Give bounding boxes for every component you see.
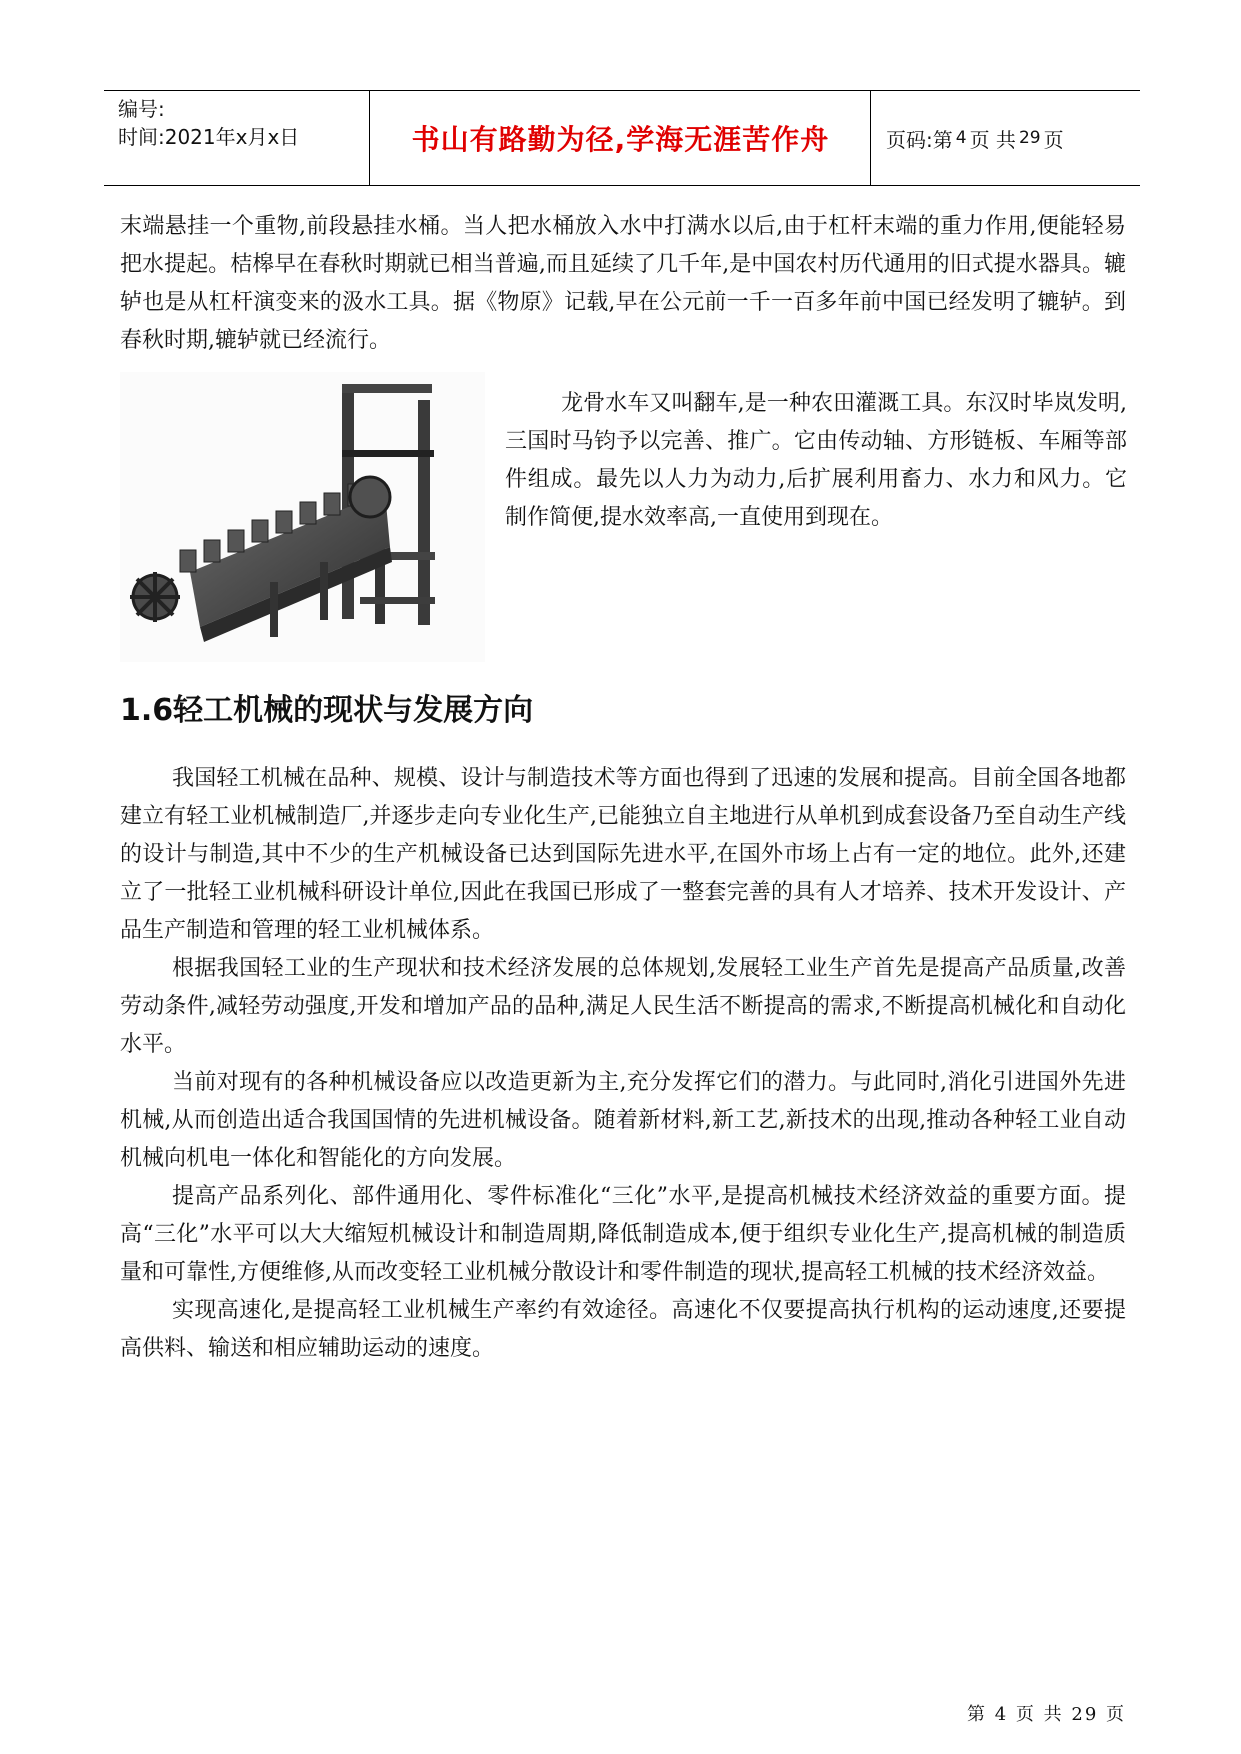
side-paragraph (505, 385, 1127, 537)
page-current: 4 (955, 128, 967, 148)
body-paragraph: 我国轻工机械在品种、规模、设计与制造技术等方面也得到了迅速的发展和提高。目前全国各地都建立有轻工业机械制造厂,并逐步走向专业化生产,已能独立自主地进行从单机到成套设备乃至自动生产线的设计与制造,其中不少的生产机械设备已达到国际先进水平,在国外市场上占有一定的地位。此外,还建立了一批轻工业机械科研设计单位,因此在我国已形成了一整套完善的具有人才培养、技术开发设计、产品生产制造和管理的轻工业机械体系。 (120, 766, 1126, 943)
page-header (104, 90, 1140, 186)
dragon-bone-waterwheel-illustration (120, 372, 485, 662)
header-divider (870, 91, 871, 185)
body-paragraph: 根据我国轻工业的生产现状和技术经济发展的总体规划,发展轻工业生产首先是提高产品质量,改善劳动条件,减轻劳动强度,开发和增加产品的品种,满足人民生活不断提高的需求,不断提高机械化和自动化水平。 (120, 956, 1126, 1057)
page-footer: 第 4 页 共 29 页 (967, 1704, 1126, 1725)
header-motto: 书山有路勤为径,学海无涯苦作舟 (411, 123, 830, 156)
header-page-info (876, 91, 1136, 185)
section-title: 1.6轻工机械的现状与发展方向 (120, 693, 534, 728)
header-meta (118, 95, 368, 151)
page-mid: 页 共 (969, 127, 1016, 152)
header-number-label: 编号: (118, 97, 165, 121)
waterwheel-photo (120, 372, 485, 662)
page-suffix: 页 (1043, 127, 1064, 152)
page-total: 29 (1018, 128, 1041, 148)
header-time-label: 时间:2021年x月x日 (118, 125, 300, 149)
body-paragraph: 当前对现有的各种机械设备应以改造更新为主,充分发挥它们的潜力。与此同时,消化引进国外先进机械,从而创造出适合我国国情的先进机械设备。随着新材料,新工艺,新技术的出现,推动各种轻工业自动机械向机电一体化和智能化的方向发展。 (120, 1070, 1126, 1171)
body-paragraph: 提高产品系列化、部件通用化、零件标准化“三化”水平,是提高机械技术经济效益的重要方面。提高“三化”水平可以大大缩短机械设计和制造周期,降低制造成本,便于组织专业化生产,提高机械的制造质量和可靠性,方便维修,从而改变轻工业机械分散设计和零件制造的现状,提高轻工机械的技术经济效益。 (120, 1184, 1126, 1285)
intro-paragraph: 末端悬挂一个重物,前段悬挂水桶。当人把水桶放入水中打满水以后,由于杠杆末端的重力作用,便能轻易把水提起。桔槔早在春秋时期就已相当普遍,而且延续了几千年,是中国农村历代通用的旧式提水器具。辘轳也是从杠杆演变来的汲水工具。据《物原》记载,早在公元前一千一百多年前中国已经发明了辘轳。到春秋时期,辘轳就已经流行。 (120, 214, 1126, 353)
side-paragraph-text: 龙骨水车又叫翻车,是一种农田灌溉工具。东汉时毕岚发明,三国时马钧予以完善、推广。它由传动轴、方形链板、车厢等部件组成。最先以人力为动力,后扩展利用畜力、水力和风力。它制作简便,提水效率高,一直使用到现在。 (505, 391, 1127, 530)
section-body (120, 760, 1126, 1368)
page-prefix: 页码:第 (886, 127, 953, 152)
body-paragraph: 实现高速化,是提高轻工业机械生产率约有效途径。高速化不仅要提高执行机构的运动速度,还要提高供料、输送和相应辅助运动的速度。 (120, 1298, 1126, 1361)
header-divider (369, 91, 370, 185)
